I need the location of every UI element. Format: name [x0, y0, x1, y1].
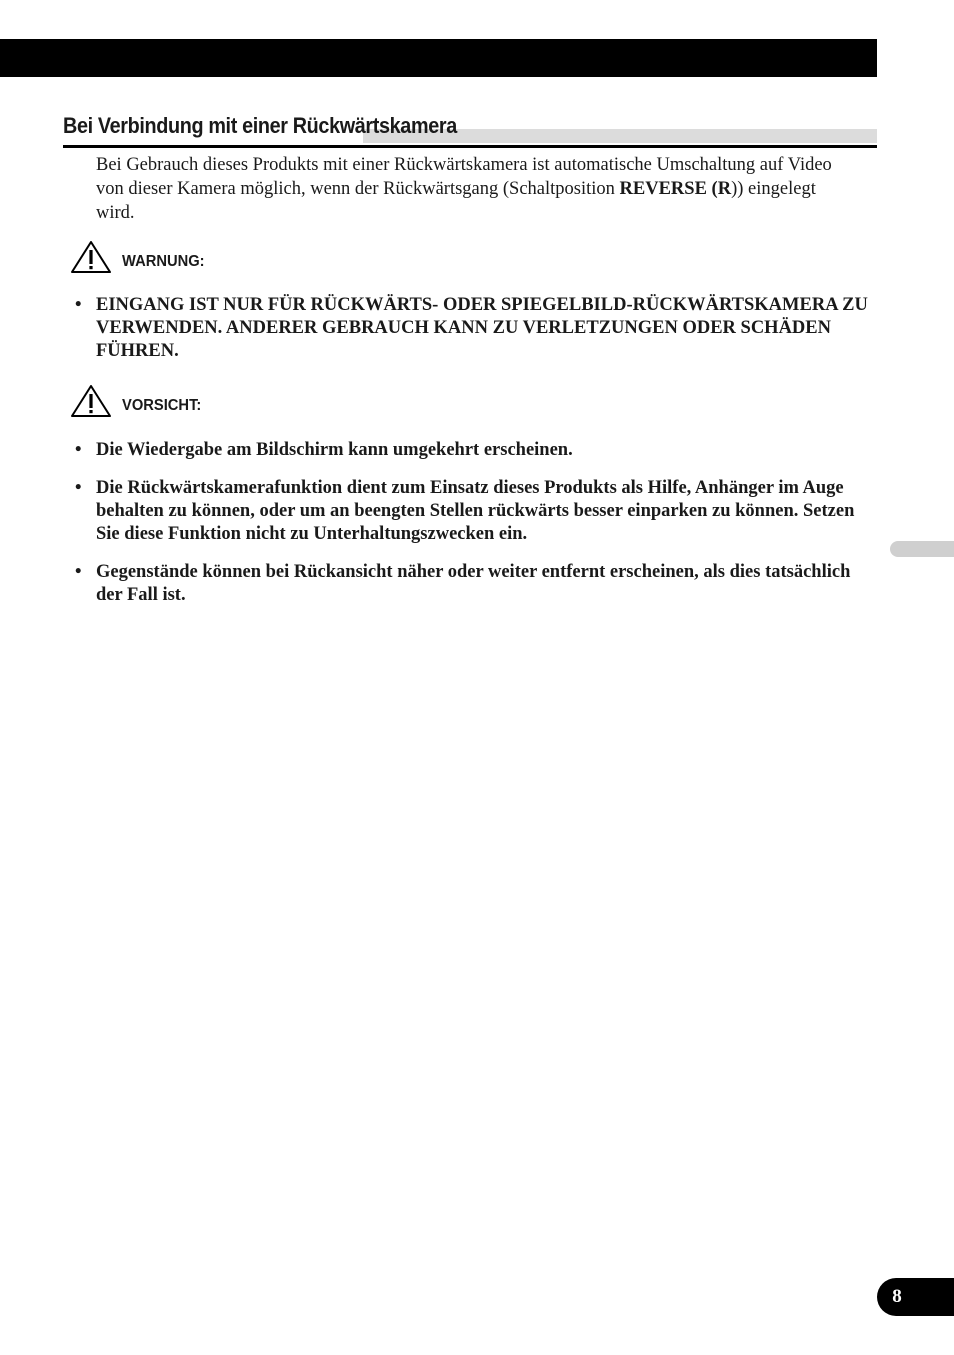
header-bar	[0, 39, 877, 77]
caution-item-text: Gegenstände können bei Rückansicht näher oder weiter entfernt erscheinen, als dies tatsächlich der Fall ist.	[96, 562, 851, 605]
bullet-mark: •	[75, 440, 82, 460]
caution-list	[75, 439, 880, 622]
list-item	[75, 477, 880, 546]
intro-bold-term: REVERSE (R	[619, 179, 732, 199]
warning-list	[75, 294, 880, 378]
page-number-tab	[877, 1278, 954, 1316]
list-item	[75, 294, 880, 363]
heading-rule	[63, 145, 877, 148]
bullet-mark: •	[75, 295, 82, 315]
section-heading	[63, 112, 877, 148]
side-index-tab	[890, 541, 954, 557]
intro-text-after: )) eingelegt wird.	[96, 179, 816, 223]
caution-item-text: Die Wiedergabe am Bildschirm kann umgekehrt erscheinen.	[96, 440, 573, 460]
bullet-mark: •	[75, 562, 82, 582]
caution-item-text: Die Rückwärtskamerafunktion dient zum Einsatz dieses Produkts als Hilfe, Anhänger im Auge behalten zu können, oder um an beengten Stellen rückwärts besser einparken zu können. Setzen Sie diese Funktion nicht zu Unterhaltungszwecken ein.	[96, 478, 855, 544]
bullet-mark: •	[75, 478, 82, 498]
list-item	[75, 561, 880, 607]
section-title: Bei Verbindung mit einer Rückwärtskamera	[63, 113, 457, 138]
warning-triangle-icon	[70, 240, 112, 274]
intro-text-before: Bei Gebrauch dieses Produkts mit einer Rückwärtskamera ist automatische Umschaltung auf Video von dieser Kamera möglich, wenn der Rückwärtsgang (Schaltposition	[96, 155, 832, 199]
list-item	[75, 439, 880, 462]
page-number: 8	[892, 1286, 902, 1307]
warning-item-text: EINGANG IST NUR FÜR RÜCKWÄRTS- ODER SPIEGELBILD-RÜCKWÄRTSKAMERA ZU VERWENDEN. ANDERER GEBRAUCH KANN ZU VERLETZUNGEN ODER SCHÄDEN FÜHREN.	[96, 295, 868, 361]
warning-label: WARNUNG:	[122, 253, 205, 270]
warning-triangle-icon	[70, 384, 112, 418]
intro-paragraph	[96, 153, 836, 225]
caution-label: VORSICHT:	[122, 397, 202, 414]
